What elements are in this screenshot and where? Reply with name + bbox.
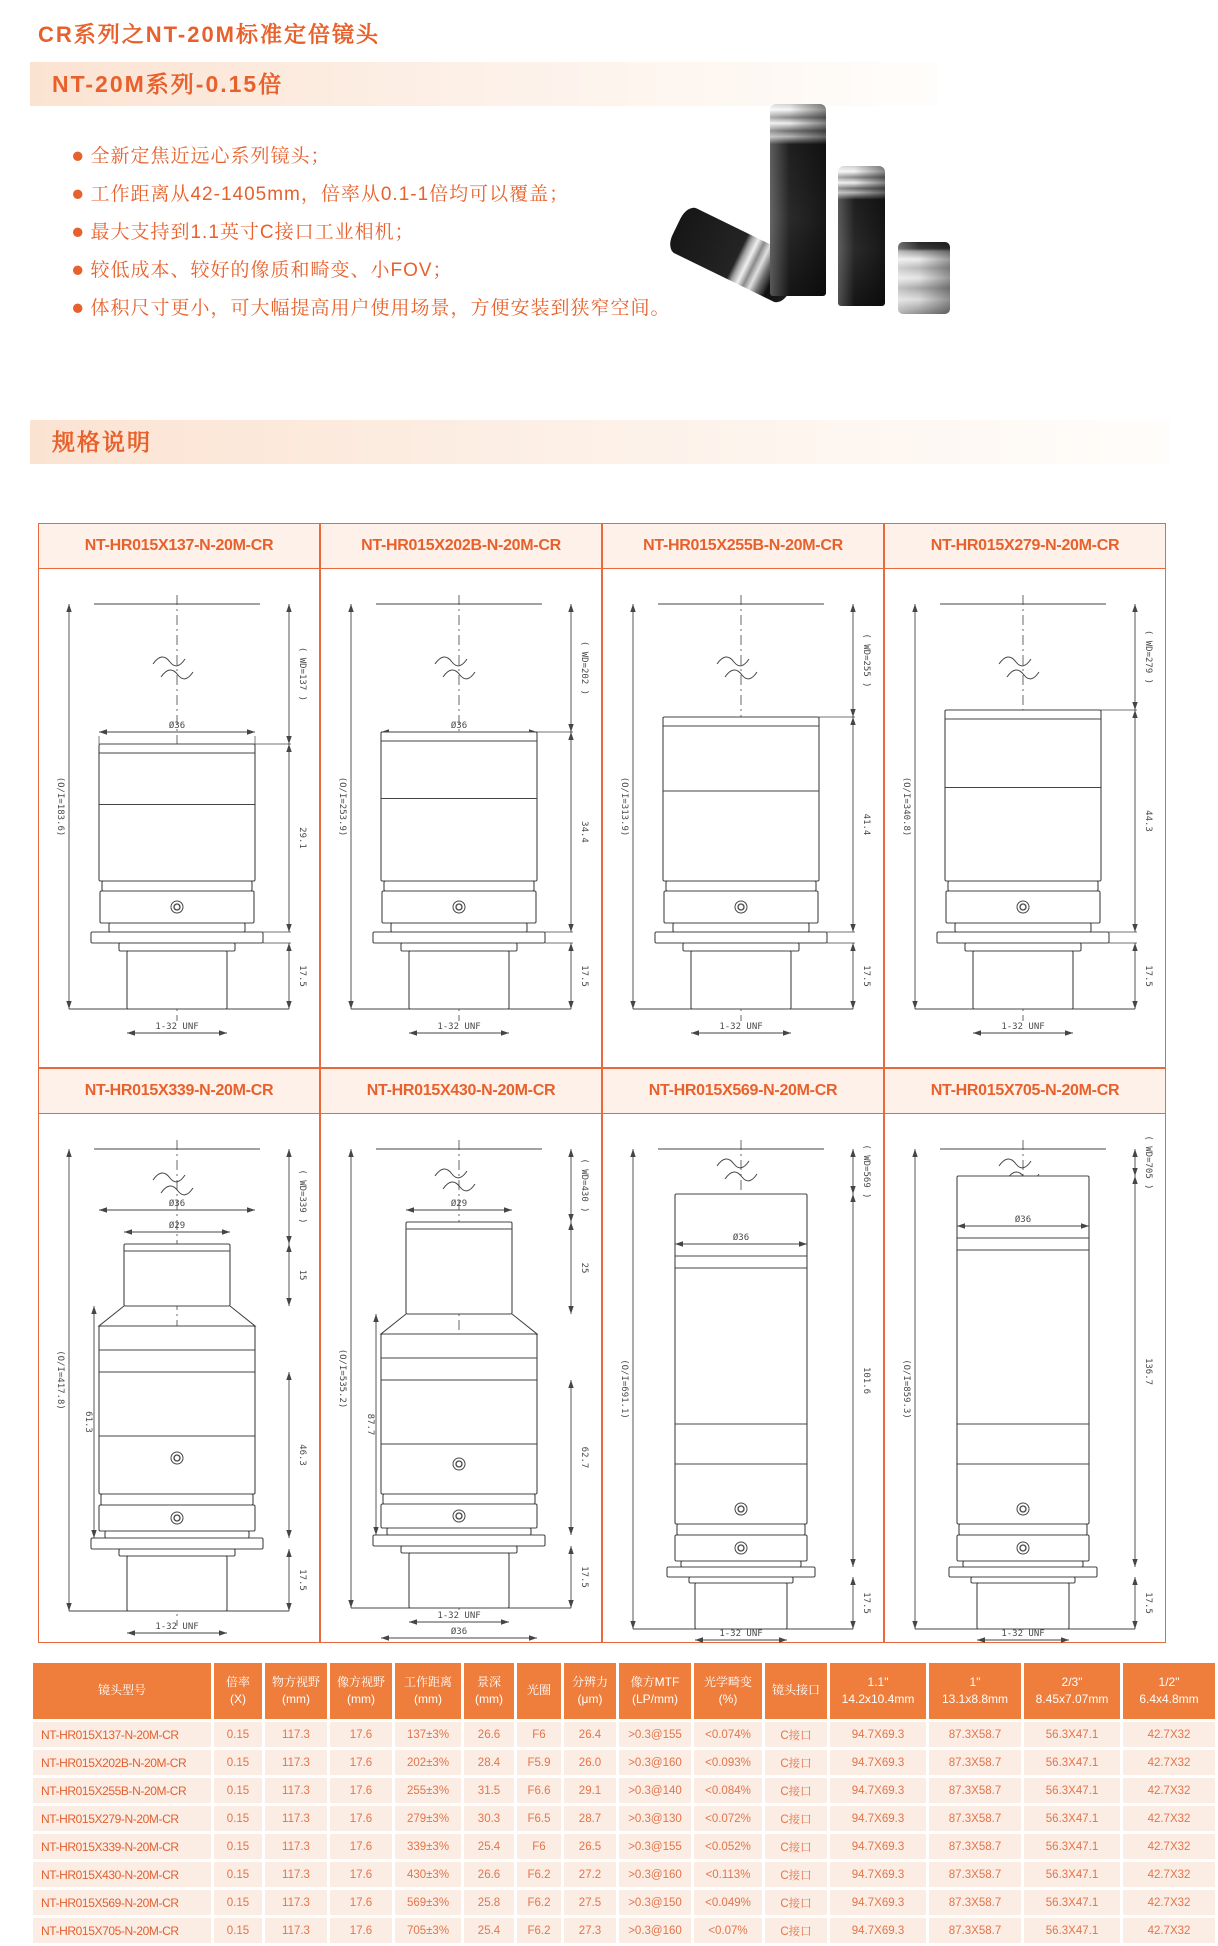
model-cell: NT-HR015X569-N-20M-CR xyxy=(33,1890,211,1915)
spec-cell: 25.8 xyxy=(464,1890,514,1915)
spec-table-row xyxy=(33,1750,1215,1775)
spec-cell: 42.7X32 xyxy=(1123,1750,1215,1775)
feature-item xyxy=(72,214,672,252)
spec-cell: 25.4 xyxy=(464,1834,514,1859)
spec-col-header: 像方视野 (mm) xyxy=(330,1663,392,1719)
spec-cell: 25.4 xyxy=(464,1918,514,1943)
spec-cell: 117.3 xyxy=(265,1806,327,1831)
spec-cell: 87.3X58.7 xyxy=(929,1750,1021,1775)
spec-cell: 279±3% xyxy=(395,1806,461,1831)
svg-text:(O/I=417.8): (O/I=417.8) xyxy=(55,1350,65,1410)
spec-cell: F6 xyxy=(517,1834,561,1859)
svg-text:29.1: 29.1 xyxy=(297,827,307,849)
spec-col-header: 倍率 (X) xyxy=(214,1663,262,1719)
spec-cell: 56.3X47.1 xyxy=(1024,1750,1120,1775)
spec-cell: 94.7X69.3 xyxy=(830,1806,926,1831)
spec-cell: 28.4 xyxy=(464,1750,514,1775)
spec-cell: 30.3 xyxy=(464,1806,514,1831)
spec-cell: 255±3% xyxy=(395,1778,461,1803)
spec-col-header: 1.1" 14.2x10.4mm xyxy=(830,1663,926,1719)
spec-cell: >0.3@155 xyxy=(619,1722,691,1747)
spec-cell: 42.7X32 xyxy=(1123,1806,1215,1831)
svg-text:(O/I=859.3): (O/I=859.3) xyxy=(901,1359,911,1419)
spec-cell: >0.3@150 xyxy=(619,1890,691,1915)
svg-text:1-32 UNF: 1-32 UNF xyxy=(155,1622,199,1632)
spec-cell: 42.7X32 xyxy=(1123,1722,1215,1747)
feature-text: 最大支持到1.1英寸C接口工业相机； xyxy=(90,222,415,243)
feature-text: 全新定焦近远心系列镜头； xyxy=(90,146,331,167)
spec-cell: C接口 xyxy=(765,1778,827,1803)
lens-drawing xyxy=(884,569,1166,1068)
svg-text:Ø36: Ø36 xyxy=(732,1233,750,1243)
feature-item xyxy=(72,252,672,290)
spec-cell: 94.7X69.3 xyxy=(830,1778,926,1803)
spec-col-header: 光圈 xyxy=(517,1663,561,1719)
svg-text:(O/I=313.9): (O/I=313.9) xyxy=(619,776,629,837)
spec-cell: 56.3X47.1 xyxy=(1024,1722,1120,1747)
svg-text:17.5: 17.5 xyxy=(1143,1592,1153,1614)
bullet-icon: ● xyxy=(71,258,86,283)
feature-item xyxy=(72,176,672,214)
spec-cell: 94.7X69.3 xyxy=(830,1862,926,1887)
spec-col-header: 1/2" 6.4x4.8mm xyxy=(1123,1663,1215,1719)
spec-cell: C接口 xyxy=(765,1890,827,1915)
svg-text:1-32 UNF: 1-32 UNF xyxy=(437,1022,481,1032)
lens-drawing xyxy=(884,1114,1166,1643)
spec-cell: 28.7 xyxy=(564,1806,616,1831)
svg-text:17.5: 17.5 xyxy=(861,965,871,987)
page-title: CR系列之NT-20M标准定倍镜头 xyxy=(38,22,381,47)
svg-text:17.5: 17.5 xyxy=(861,1592,871,1614)
drawing-title: NT-HR015X137-N-20M-CR xyxy=(38,523,320,569)
product-photo-lens-large xyxy=(770,104,826,296)
svg-text:17.5: 17.5 xyxy=(579,1566,589,1588)
spec-cell: 56.3X47.1 xyxy=(1024,1918,1120,1943)
svg-text:Ø36: Ø36 xyxy=(450,721,468,731)
svg-text:1-32 UNF: 1-32 UNF xyxy=(1001,1022,1045,1032)
spec-col-header: 物方视野 (mm) xyxy=(265,1663,327,1719)
svg-text:(O/I=253.9): (O/I=253.9) xyxy=(337,776,347,837)
spec-col-header: 镜头接口 xyxy=(765,1663,827,1719)
spec-cell: >0.3@155 xyxy=(619,1834,691,1859)
spec-table-row xyxy=(33,1918,1215,1943)
svg-text:17.5: 17.5 xyxy=(297,965,307,987)
spec-cell: 56.3X47.1 xyxy=(1024,1862,1120,1887)
svg-text:( WD=202 ): ( WD=202 ) xyxy=(579,640,589,696)
spec-col-header: 分辨力 (μm) xyxy=(564,1663,616,1719)
drawing-title: NT-HR015X705-N-20M-CR xyxy=(884,1068,1166,1114)
model-cell: NT-HR015X705-N-20M-CR xyxy=(33,1918,211,1943)
bullet-icon: ● xyxy=(71,296,86,321)
svg-text:1-32 UNF: 1-32 UNF xyxy=(719,1022,763,1032)
spec-cell: F6.2 xyxy=(517,1890,561,1915)
spec-cell: 0.15 xyxy=(214,1890,262,1915)
spec-cell: 202±3% xyxy=(395,1750,461,1775)
spec-cell: 56.3X47.1 xyxy=(1024,1806,1120,1831)
svg-text:( WD=569 ): ( WD=569 ) xyxy=(861,1144,871,1199)
spec-cell: 26.4 xyxy=(564,1722,616,1747)
svg-text:87.7: 87.7 xyxy=(365,1413,375,1436)
spec-col-header: 景深 (mm) xyxy=(464,1663,514,1719)
svg-text:1-32 UNF: 1-32 UNF xyxy=(1001,1629,1045,1639)
svg-text:( WD=339 ): ( WD=339 ) xyxy=(297,1169,307,1224)
spec-cell: 0.15 xyxy=(214,1750,262,1775)
spec-cell: <0.084% xyxy=(694,1778,762,1803)
spec-cell: F6.2 xyxy=(517,1918,561,1943)
spec-cell: 94.7X69.3 xyxy=(830,1750,926,1775)
spec-cell: 430±3% xyxy=(395,1862,461,1887)
svg-text:17.5: 17.5 xyxy=(297,1569,307,1591)
spec-cell: 27.3 xyxy=(564,1918,616,1943)
lens-drawing xyxy=(38,569,320,1068)
model-cell: NT-HR015X137-N-20M-CR xyxy=(33,1722,211,1747)
spec-cell: 705±3% xyxy=(395,1918,461,1943)
spec-cell: 17.6 xyxy=(330,1722,392,1747)
spec-cell: 56.3X47.1 xyxy=(1024,1778,1120,1803)
spec-cell: 117.3 xyxy=(265,1750,327,1775)
spec-cell: >0.3@130 xyxy=(619,1806,691,1831)
spec-cell: 117.3 xyxy=(265,1834,327,1859)
spec-cell: 94.7X69.3 xyxy=(830,1890,926,1915)
spec-cell: C接口 xyxy=(765,1834,827,1859)
product-photo-lens-medium xyxy=(838,166,885,306)
spec-cell: <0.052% xyxy=(694,1834,762,1859)
spec-cell: 17.6 xyxy=(330,1890,392,1915)
svg-text:34.4: 34.4 xyxy=(579,821,589,843)
spec-col-header: 镜头型号 xyxy=(33,1663,211,1719)
spec-cell: 94.7X69.3 xyxy=(830,1834,926,1859)
model-cell: NT-HR015X339-N-20M-CR xyxy=(33,1834,211,1859)
spec-cell: 56.3X47.1 xyxy=(1024,1890,1120,1915)
spec-cell: C接口 xyxy=(765,1806,827,1831)
bullet-icon: ● xyxy=(71,220,86,245)
svg-text:1-32 UNF: 1-32 UNF xyxy=(719,1629,763,1639)
spec-table-row xyxy=(33,1890,1215,1915)
spec-cell: 117.3 xyxy=(265,1722,327,1747)
spec-col-header: 2/3" 8.45x7.07mm xyxy=(1024,1663,1120,1719)
spec-cell: C接口 xyxy=(765,1722,827,1747)
feature-text: 工作距离从42-1405mm，倍率从0.1-1倍均可以覆盖； xyxy=(90,184,570,205)
spec-col-header: 工作距离 (mm) xyxy=(395,1663,461,1719)
spec-table-row xyxy=(33,1778,1215,1803)
svg-text:Ø36: Ø36 xyxy=(450,1627,468,1637)
spec-cell: >0.3@160 xyxy=(619,1862,691,1887)
spec-col-header: 像方MTF (LP/mm) xyxy=(619,1663,691,1719)
spec-cell: 31.5 xyxy=(464,1778,514,1803)
lens-drawing xyxy=(602,1114,884,1643)
spec-cell: 42.7X32 xyxy=(1123,1862,1215,1887)
spec-cell: 26.6 xyxy=(464,1862,514,1887)
spec-cell: C接口 xyxy=(765,1750,827,1775)
spec-cell: 0.15 xyxy=(214,1834,262,1859)
svg-text:( WD=279 ): ( WD=279 ) xyxy=(1143,629,1153,685)
feature-item xyxy=(72,138,672,176)
spec-cell: 17.6 xyxy=(330,1778,392,1803)
svg-text:Ø36: Ø36 xyxy=(168,721,186,731)
feature-text: 体积尺寸更小，可大幅提高用户使用场景，方便安装到狭窄空间。 xyxy=(90,298,671,319)
spec-cell: <0.093% xyxy=(694,1750,762,1775)
svg-text:136.7: 136.7 xyxy=(1143,1357,1153,1386)
spec-cell: 87.3X58.7 xyxy=(929,1722,1021,1747)
drawing-title: NT-HR015X202B-N-20M-CR xyxy=(320,523,602,569)
svg-text:(O/I=535.2): (O/I=535.2) xyxy=(337,1348,347,1409)
spec-cell: 17.6 xyxy=(330,1750,392,1775)
spec-col-header: 1" 13.1x8.8mm xyxy=(929,1663,1021,1719)
model-cell: NT-HR015X202B-N-20M-CR xyxy=(33,1750,211,1775)
spec-cell: 0.15 xyxy=(214,1722,262,1747)
model-cell: NT-HR015X255B-N-20M-CR xyxy=(33,1778,211,1803)
spec-cell: 117.3 xyxy=(265,1890,327,1915)
svg-text:61.3: 61.3 xyxy=(83,1411,93,1433)
drawing-title: NT-HR015X255B-N-20M-CR xyxy=(602,523,884,569)
spec-table-row xyxy=(33,1862,1215,1887)
spec-cell: 569±3% xyxy=(395,1890,461,1915)
spec-cell: 94.7X69.3 xyxy=(830,1722,926,1747)
spec-cell: 0.15 xyxy=(214,1862,262,1887)
svg-text:17.5: 17.5 xyxy=(1143,965,1153,987)
svg-text:17.5: 17.5 xyxy=(579,965,589,987)
lens-drawing xyxy=(602,569,884,1068)
spec-banner-label: 规格说明 xyxy=(52,429,152,455)
spec-cell: F6.2 xyxy=(517,1862,561,1887)
spec-cell: 27.2 xyxy=(564,1862,616,1887)
drawing-title: NT-HR015X569-N-20M-CR xyxy=(602,1068,884,1114)
spec-banner xyxy=(30,420,1170,464)
series-banner-label: NT-20M系列-0.15倍 xyxy=(52,71,284,97)
svg-text:41.4: 41.4 xyxy=(861,813,871,836)
spec-cell: 117.3 xyxy=(265,1778,327,1803)
svg-text:Ø29: Ø29 xyxy=(168,1221,186,1231)
spec-cell: 87.3X58.7 xyxy=(929,1778,1021,1803)
feature-list xyxy=(72,138,672,328)
spec-cell: 137±3% xyxy=(395,1722,461,1747)
svg-text:(O/I=183.6): (O/I=183.6) xyxy=(55,776,65,837)
spec-table-row xyxy=(33,1722,1215,1747)
spec-cell: <0.07% xyxy=(694,1918,762,1943)
spec-table xyxy=(30,1660,1218,1946)
product-photo-lens-small xyxy=(898,242,950,314)
svg-text:15: 15 xyxy=(297,1269,307,1281)
spec-cell: 26.6 xyxy=(464,1722,514,1747)
svg-text:1-32 UNF: 1-32 UNF xyxy=(155,1022,199,1032)
spec-cell: 339±3% xyxy=(395,1834,461,1859)
svg-text:( WD=137 ): ( WD=137 ) xyxy=(297,646,307,702)
svg-text:101.6: 101.6 xyxy=(861,1366,871,1395)
lens-drawing xyxy=(38,1114,320,1643)
spec-cell: 117.3 xyxy=(265,1862,327,1887)
spec-cell: 87.3X58.7 xyxy=(929,1918,1021,1943)
spec-cell: 26.0 xyxy=(564,1750,616,1775)
model-cell: NT-HR015X279-N-20M-CR xyxy=(33,1806,211,1831)
spec-cell: >0.3@160 xyxy=(619,1918,691,1943)
bullet-icon: ● xyxy=(71,144,86,169)
svg-text:( WD=255 ): ( WD=255 ) xyxy=(861,633,871,688)
spec-cell: 29.1 xyxy=(564,1778,616,1803)
svg-text:44.3: 44.3 xyxy=(1143,810,1153,832)
spec-cell: 17.6 xyxy=(330,1806,392,1831)
lens-drawing xyxy=(320,569,602,1068)
spec-cell: <0.113% xyxy=(694,1862,762,1887)
svg-text:62.7: 62.7 xyxy=(579,1446,589,1469)
feature-text: 较低成本、较好的像质和畸变、小FOV； xyxy=(90,260,453,281)
spec-cell: F5.9 xyxy=(517,1750,561,1775)
spec-cell: 0.15 xyxy=(214,1806,262,1831)
svg-text:Ø36: Ø36 xyxy=(168,1199,186,1209)
product-photo xyxy=(678,100,978,320)
spec-cell: 42.7X32 xyxy=(1123,1890,1215,1915)
spec-cell: 87.3X58.7 xyxy=(929,1862,1021,1887)
svg-text:(O/I=691.1): (O/I=691.1) xyxy=(619,1359,629,1419)
spec-table-row xyxy=(33,1834,1215,1859)
spec-cell: 87.3X58.7 xyxy=(929,1806,1021,1831)
drawing-title: NT-HR015X430-N-20M-CR xyxy=(320,1068,602,1114)
feature-item xyxy=(72,290,672,328)
svg-text:( WD=430 ): ( WD=430 ) xyxy=(579,1158,589,1213)
spec-cell: 26.5 xyxy=(564,1834,616,1859)
lens-drawing xyxy=(320,1114,602,1643)
drawing-title: NT-HR015X339-N-20M-CR xyxy=(38,1068,320,1114)
spec-cell: 56.3X47.1 xyxy=(1024,1834,1120,1859)
spec-cell: 17.6 xyxy=(330,1834,392,1859)
spec-cell: >0.3@160 xyxy=(619,1750,691,1775)
spec-cell: 17.6 xyxy=(330,1862,392,1887)
spec-cell: 0.15 xyxy=(214,1918,262,1943)
spec-cell: 94.7X69.3 xyxy=(830,1918,926,1943)
spec-cell: F6.5 xyxy=(517,1806,561,1831)
spec-table-row xyxy=(33,1806,1215,1831)
spec-cell: C接口 xyxy=(765,1862,827,1887)
spec-cell: 0.15 xyxy=(214,1778,262,1803)
drawing-grid xyxy=(38,523,1166,1643)
svg-text:1-32 UNF: 1-32 UNF xyxy=(437,1611,481,1621)
spec-cell: 42.7X32 xyxy=(1123,1834,1215,1859)
svg-text:25: 25 xyxy=(579,1262,589,1274)
bullet-icon: ● xyxy=(71,182,86,207)
spec-cell: 17.6 xyxy=(330,1918,392,1943)
spec-cell: C接口 xyxy=(765,1918,827,1943)
svg-text:46.3: 46.3 xyxy=(297,1444,307,1466)
svg-text:Ø36: Ø36 xyxy=(1014,1215,1032,1225)
spec-cell: <0.072% xyxy=(694,1806,762,1831)
spec-cell: <0.049% xyxy=(694,1890,762,1915)
spec-cell: >0.3@140 xyxy=(619,1778,691,1803)
svg-text:(O/I=340.8): (O/I=340.8) xyxy=(901,776,911,837)
spec-cell: <0.074% xyxy=(694,1722,762,1747)
spec-cell: F6 xyxy=(517,1722,561,1747)
spec-col-header: 光学畸变 (%) xyxy=(694,1663,762,1719)
spec-cell: F6.6 xyxy=(517,1778,561,1803)
spec-cell: 42.7X32 xyxy=(1123,1778,1215,1803)
spec-cell: 27.5 xyxy=(564,1890,616,1915)
svg-text:( WD=705 ): ( WD=705 ) xyxy=(1143,1135,1153,1190)
spec-cell: 87.3X58.7 xyxy=(929,1834,1021,1859)
spec-cell: 87.3X58.7 xyxy=(929,1890,1021,1915)
spec-cell: 42.7X32 xyxy=(1123,1918,1215,1943)
spec-cell: 117.3 xyxy=(265,1918,327,1943)
model-cell: NT-HR015X430-N-20M-CR xyxy=(33,1862,211,1887)
svg-text:Ø29: Ø29 xyxy=(450,1199,468,1209)
drawing-title: NT-HR015X279-N-20M-CR xyxy=(884,523,1166,569)
